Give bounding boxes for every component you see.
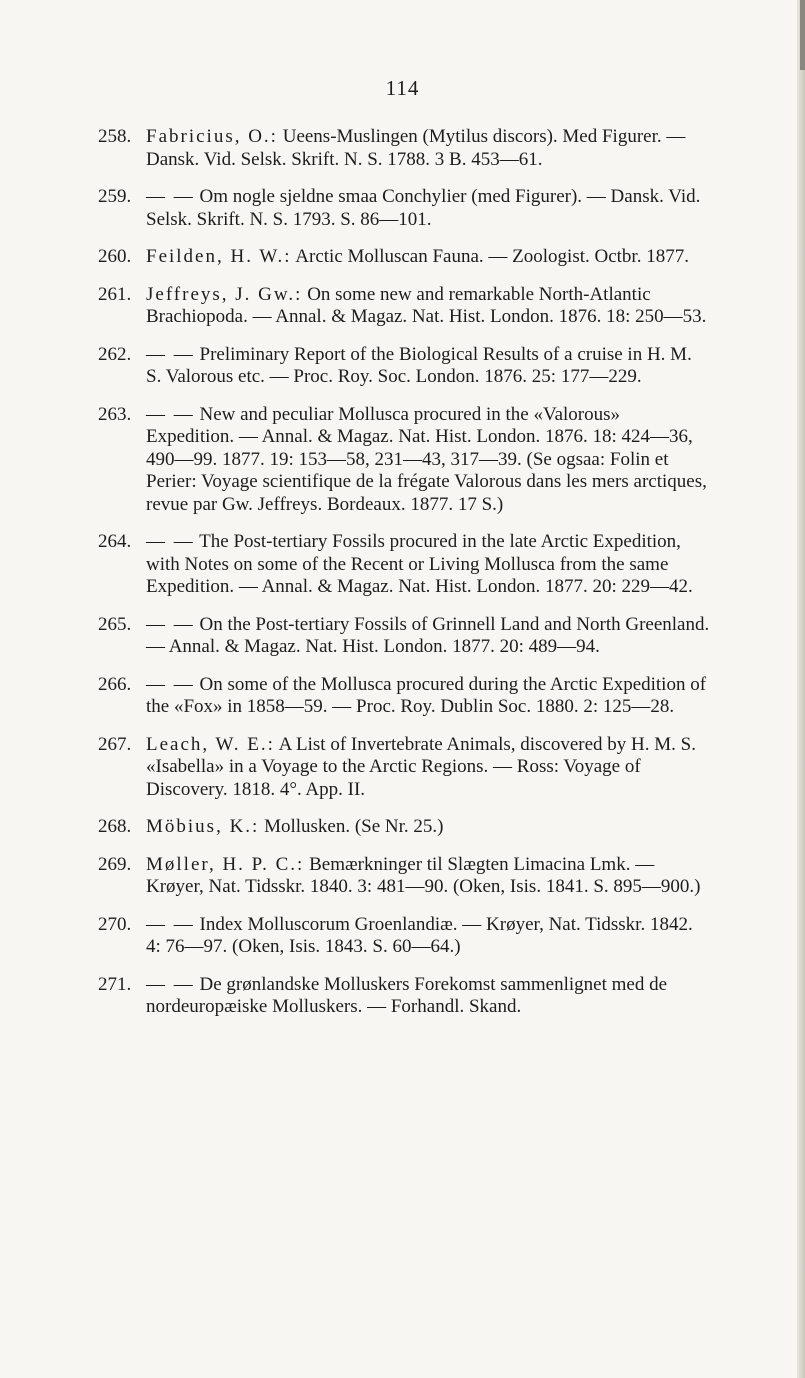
entry-author: — — (146, 913, 195, 935)
entry-author: Møller, H. P. C.: (146, 853, 305, 875)
entry-number: 269. (98, 853, 132, 875)
entry-author: — — (146, 973, 195, 995)
entry-author: Fabricius, O.: (146, 126, 278, 147)
bibliography-entry (98, 186, 710, 231)
entry-author: — — (146, 673, 195, 695)
entry-text: Preliminary Report of the Biological Results of a cruise in H. M. S. Valorous etc. — Proc. Roy. Soc. London. 1876. 25: 177—229. (146, 343, 692, 387)
entry-number: 264. (98, 531, 132, 552)
entry-number: 271. (98, 973, 132, 995)
entry-number: 262. (98, 343, 132, 365)
bibliography-entry (98, 614, 710, 659)
entry-text: A List of Invertebrate Animals, discovered by H. M. S. «Isabella» in a Voyage to the Arctic Regions. — Ross: Voyage of Discovery. 1818. 4°. App. II. (146, 733, 696, 800)
entry-author: — — (146, 403, 195, 425)
entry-number: 266. (98, 673, 132, 695)
entry-author: — — (146, 343, 195, 365)
entry-text: On some new and remarkable North-Atlantic Brachiopoda. — Annal. & Magaz. Nat. Hist. London. 1876. 18: 250—53. (146, 283, 707, 327)
entry-text: The Post-tertiary Fossils procured in the late Arctic Expedition, with Notes on some of the Recent or Living Mollusca from the same Expedition. — Annal. & Magaz. Nat. Hist. London. 1877. 20: 229—42. (146, 531, 693, 597)
entry-text: Om nogle sjeldne smaa Conchylier (med Figurer). — Dansk. Vid. Selsk. Skrift. N. S. 1793. S. 86—101. (146, 186, 701, 230)
entry-author: Feilden, H. W.: (146, 246, 292, 267)
bibliography-entry (98, 531, 710, 599)
bibliography-entry (98, 854, 710, 899)
bibliography-entry (98, 404, 710, 517)
entry-text: De grønlandske Molluskers Forekomst sammenlignet med de nordeuropæiske Molluskers. — Forhandl. Skand. (146, 973, 668, 1017)
entry-number: 263. (98, 403, 132, 425)
entry-number: 259. (98, 186, 132, 207)
entry-author: — — (146, 613, 195, 635)
entry-text: Arctic Molluscan Fauna. — Zoologist. Octbr. 1877. (291, 246, 689, 267)
bibliography-entry (98, 344, 710, 389)
entry-author: — — (146, 186, 195, 207)
entry-author: Möbius, K.: (146, 816, 260, 837)
bibliography-entry (98, 816, 710, 839)
entry-text: Bemærkninger til Slægten Limacina Lmk. — Krøyer, Nat. Tidsskr. 1840. 3: 481—90. (Oken, Isis. 1841. S. 895—900.) (146, 853, 701, 897)
entry-number: 268. (98, 816, 132, 837)
entry-text: New and peculiar Mollusca procured in the «Valorous» Expedition. — Annal. & Magaz. Nat. Hist. London. 1876. 18: 424—36, 490—99. 1877. 19: 153—58, 231—43, 317—39. (Se ogsaa: Folin et Perier: Voyage scientifique de la frégate Valorous dans les mers arctiques, revue par Gw. Jeffreys. Bordeaux. 1877. 17 S.) (146, 403, 707, 515)
page-edge (797, 0, 805, 1378)
entry-text: Ueens-Muslingen (Mytilus discors). Med Figurer. — Dansk. Vid. Selsk. Skrift. N. S. 1788. 3 B. 453—61. (146, 126, 686, 170)
page-number: 114 (385, 76, 420, 100)
page-edge-shadow (800, 0, 805, 70)
entry-number: 258. (98, 126, 132, 147)
entry-author: Leach, W. E.: (146, 733, 275, 755)
bibliography-entry (98, 126, 710, 171)
entry-text: Mollusken. (Se Nr. 25.) (259, 816, 444, 837)
bibliography-entry (98, 674, 710, 719)
entry-number: 260. (98, 246, 132, 267)
bibliography-entry (98, 246, 710, 269)
bibliography-entry (98, 974, 710, 1019)
bibliography-entry (98, 734, 710, 802)
bibliography-entry (98, 284, 710, 329)
entry-number: 270. (98, 913, 132, 935)
entry-number: 261. (98, 283, 132, 305)
entry-text: Index Molluscorum Groenlandiæ. — Krøyer, Nat. Tidsskr. 1842. 4: 76—97. (Oken, Isis. 1843. S. 60—64.) (146, 913, 693, 957)
bibliography-entry (98, 914, 710, 959)
entry-number: 265. (98, 613, 132, 635)
entry-text: On the Post-tertiary Fossils of Grinnell Land and North Greenland. — Annal. & Magaz. Nat. Hist. London. 1877. 20: 489—94. (146, 613, 710, 657)
entry-text: On some of the Mollusca procured during the Arctic Expedition of the «Fox» in 1858—59. — Proc. Roy. Dublin Soc. 1880. 2: 125—28. (146, 673, 707, 717)
bibliography-list (98, 126, 710, 1034)
entry-author: — — (146, 531, 195, 552)
entry-number: 267. (98, 733, 132, 755)
entry-author: Jeffreys, J. Gw.: (146, 283, 303, 305)
